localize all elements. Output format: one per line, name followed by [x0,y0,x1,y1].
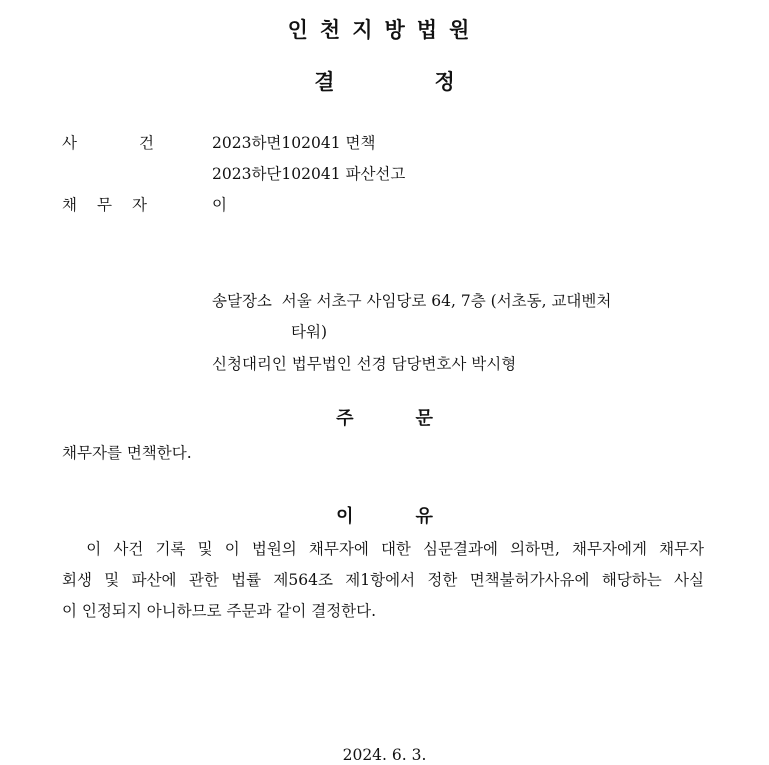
decision-date: 2024. 6. 3. [342,746,427,764]
debtor-label-char: 자 [131,196,147,214]
reasons-paragraph [62,534,704,627]
reasons-heading-char: 이 [336,506,354,527]
order-text: 채무자를 면책한다. [62,444,192,462]
order-heading-char: 문 [415,408,433,429]
debtor-label [62,193,147,215]
order-heading [0,404,769,430]
service-address-line1: 서울 서초구 사임당로 64, 7층 (서초동, 교대벤처 [281,292,612,310]
service-address [212,289,611,311]
case-number-bankruptcy: 2023하단102041 파산선고 [212,165,406,183]
service-address-line2: 타워) [291,323,327,341]
debtor-name: 이 [212,196,227,214]
applicant-agent: 신청대리인 법무법인 선경 담당변호사 박시형 [212,355,517,373]
case-label-char: 건 [138,134,154,152]
order-heading-char: 주 [336,408,354,429]
reasons-line: 이 인정되지 아니하므로 주문과 같이 결정한다. [62,602,377,620]
court-name: 인천지방법원 [287,18,482,42]
document-type-char: 결 [314,70,335,94]
service-address-label: 송달장소 [212,292,272,310]
reasons-line: 이 사건 기록 및 이 법원의 채무자에 대한 심문결과에 의하면, 채무자에게 채무자 [62,540,704,558]
case-label-char: 사 [62,134,77,152]
reasons-heading [0,502,769,528]
document-type-char: 정 [434,70,455,94]
reasons-line: 회생 및 파산에 관한 법률 제564조 제1항에서 정한 면책불허가사유에 해당하는 사실 [62,571,704,589]
reasons-heading-char: 유 [415,506,433,527]
case-label [62,131,154,153]
case-number-exemption: 2023하면102041 면책 [212,134,376,152]
debtor-label-char: 채 [62,196,77,214]
debtor-label-char: 무 [96,196,112,214]
document-type-title [0,66,769,96]
